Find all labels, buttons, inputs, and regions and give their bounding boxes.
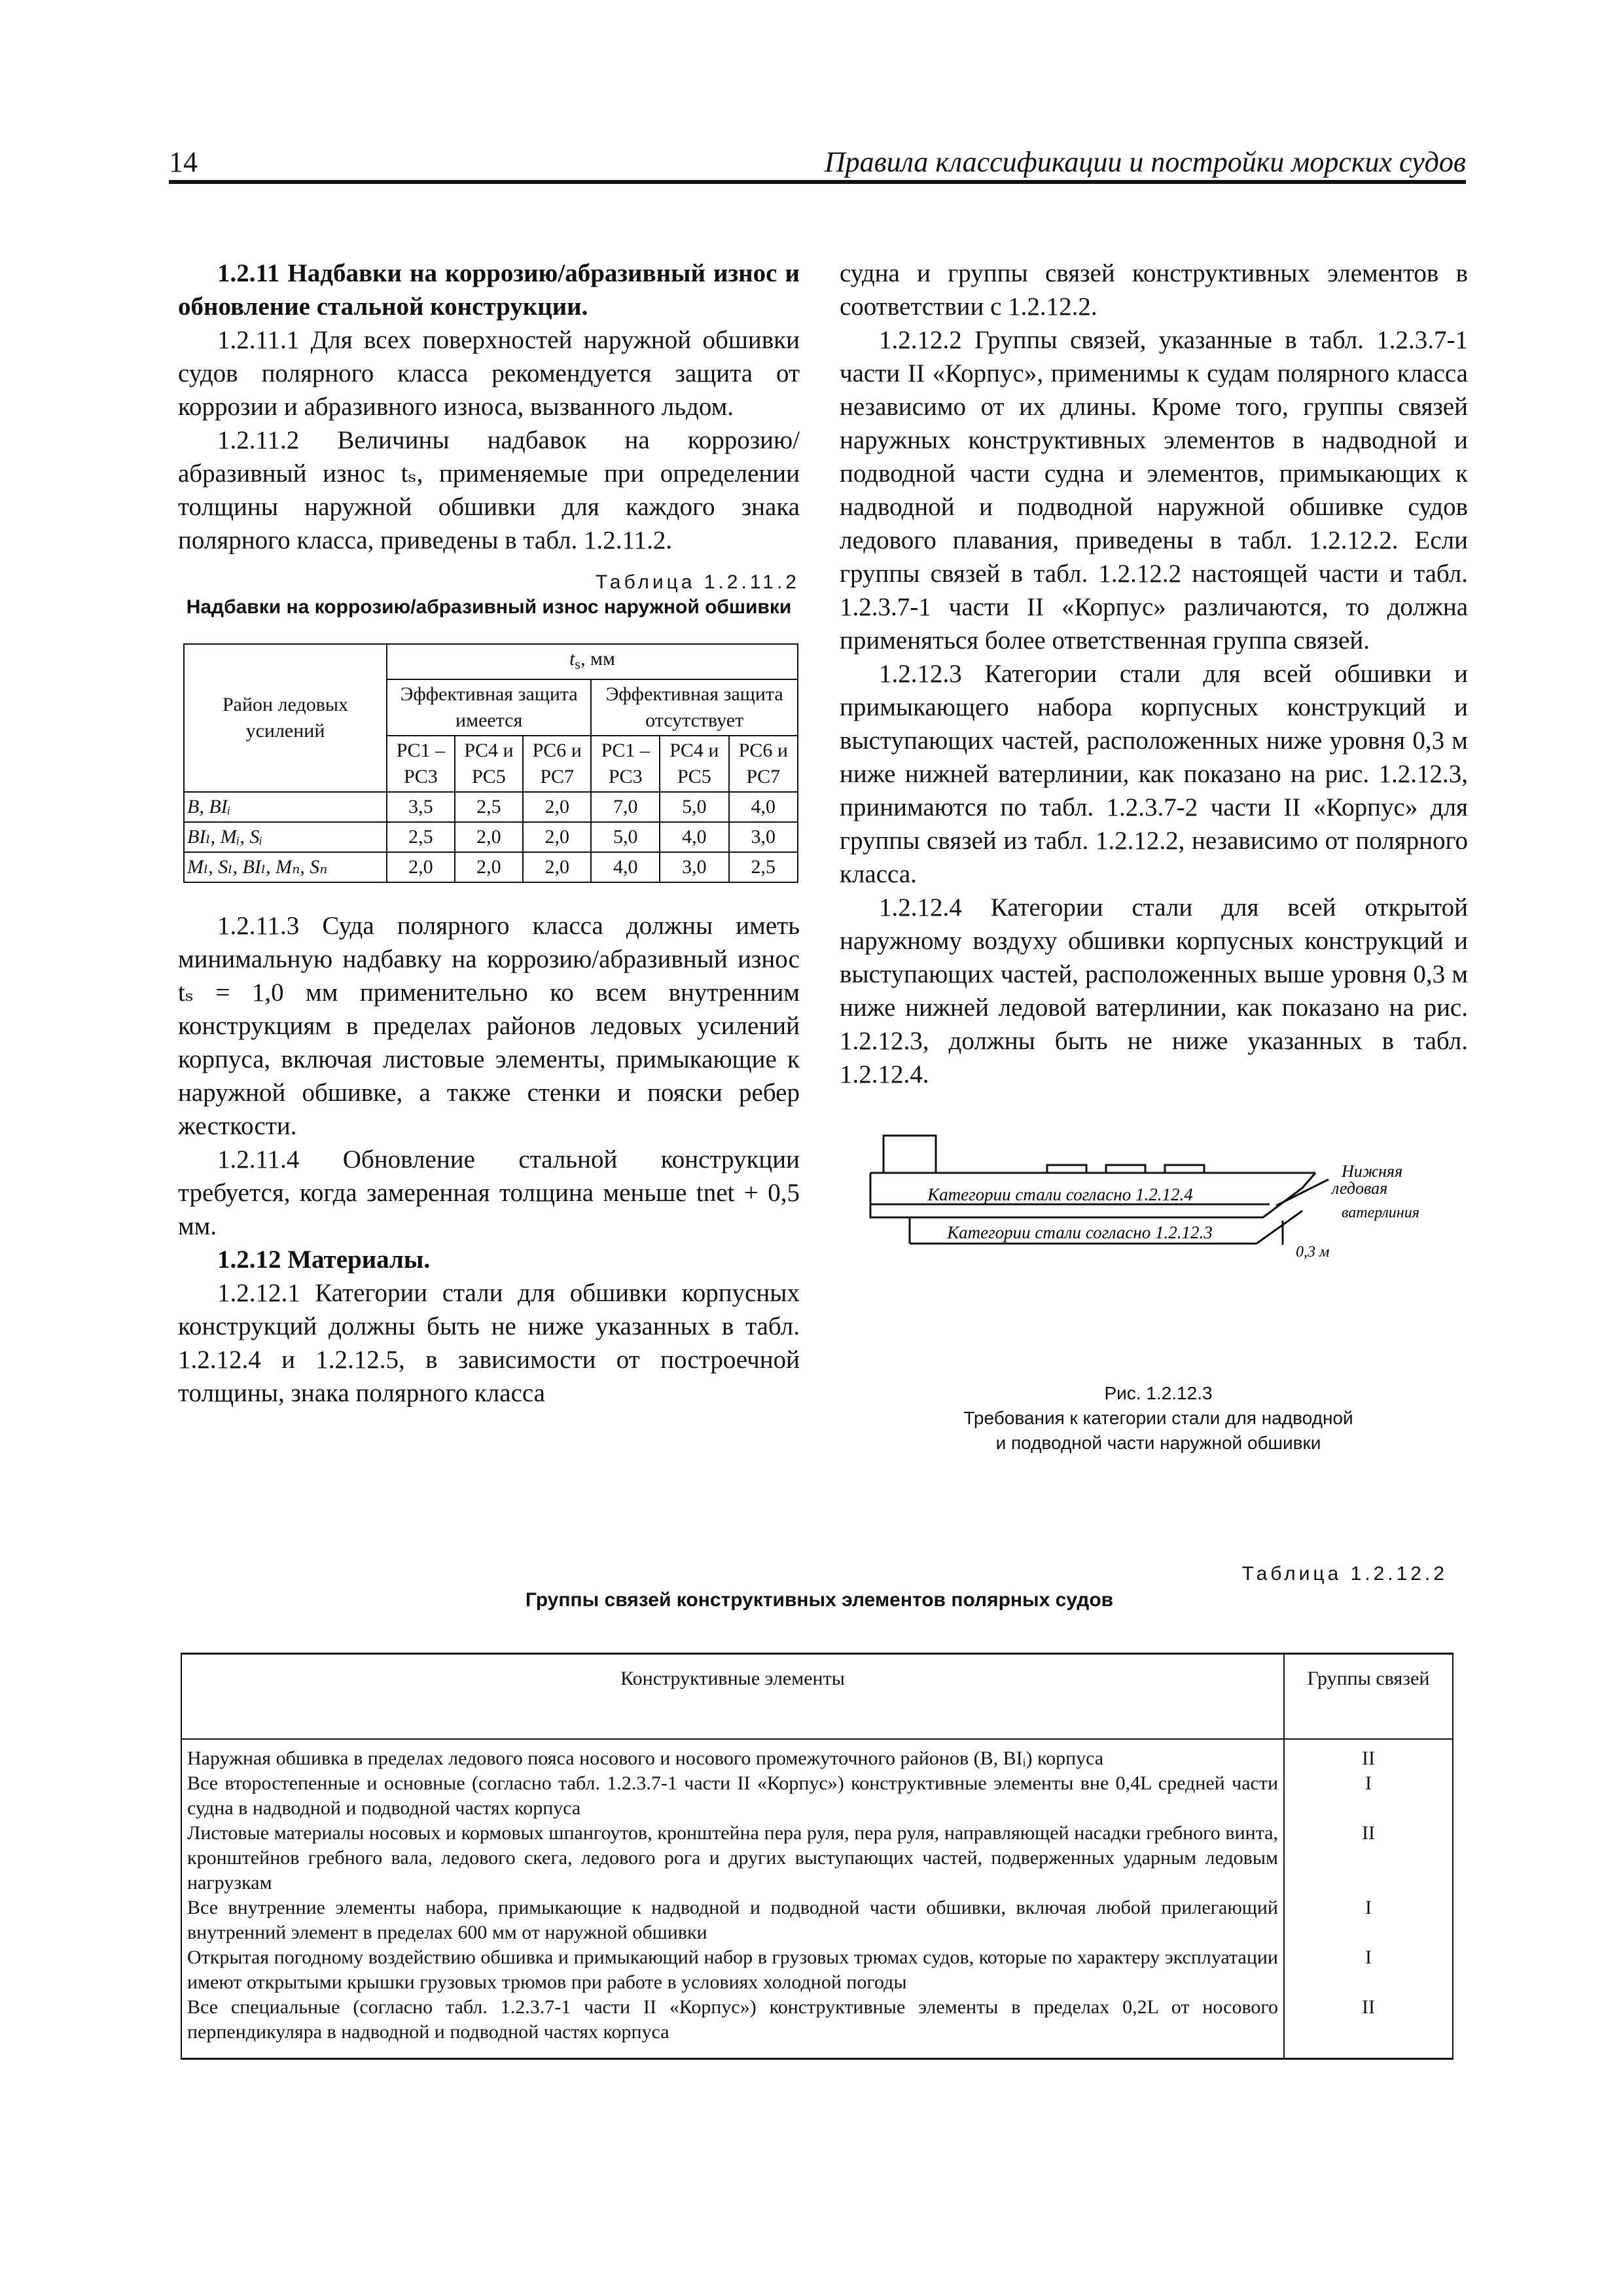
bow-lower-line bbox=[1257, 1211, 1302, 1244]
left-column bbox=[178, 257, 800, 1410]
figure-caption bbox=[844, 1381, 1472, 1456]
group-protection-absent: Эффективная защита отсутствует bbox=[591, 679, 798, 736]
running-title: Правила классификации и постройки морских судов bbox=[824, 146, 1466, 178]
page-number: 14 bbox=[169, 146, 198, 178]
table-1-title: Надбавки на коррозию/абразивный износ наружной обшивки bbox=[186, 596, 792, 618]
col-ts-header: $t_s$, мм bbox=[387, 644, 798, 679]
deck-outline bbox=[883, 1165, 936, 1173]
class-header: PC4 и PC5 bbox=[660, 736, 728, 792]
hatch-3 bbox=[1165, 1165, 1204, 1173]
lower-region-label: Категории стали согласно 1.2.12.3 bbox=[947, 1223, 1213, 1242]
waterline-leader bbox=[1276, 1179, 1329, 1206]
hatch-2 bbox=[1106, 1165, 1145, 1173]
table-row: BIₗ, Mᵢ, Sᵢ 2,5 2,0 2,0 5,0 4,0 3,0 bbox=[184, 822, 798, 852]
hatch-1 bbox=[1047, 1165, 1086, 1173]
waterline-label-1: Нижняя bbox=[1342, 1162, 1403, 1181]
class-header: PC6 и PC7 bbox=[523, 736, 591, 792]
section-heading-1-2-11: 1.2.11 Надбавки на коррозию/абразивный износ и обновление стальной конструкции. bbox=[178, 259, 800, 321]
table-2-number: Таблица 1.2.12.2 bbox=[1241, 1563, 1448, 1585]
structural-groups-table bbox=[181, 1653, 1454, 2060]
class-header: PC1 – PC3 bbox=[591, 736, 660, 792]
hull-steel-category-figure bbox=[844, 1126, 1472, 1309]
paragraph-1-2-12-2: 1.2.12.2 Группы связей, указанные в табл. 1.2.3.7-1 части II «Корпус», применимы к судам полярного класса независимо от их длины. Кроме того, группы связей наружных конструктивных элементов в надводной и подводной части судна и элементов, примыкающих к надводной и подводной наружной обшивке судов ледового плавания, приведены в табл. 1.2.12.2. Если группы связей в табл. 1.2.12.2 настоящей части и табл. 1.2.3.7-1 части II «Корпус» различаются, то должна применяться более ответственная группа связей. bbox=[840, 326, 1468, 655]
depth-label: 0,3 м bbox=[1296, 1244, 1330, 1261]
figure-number: Рис. 1.2.12.3 bbox=[1104, 1383, 1213, 1403]
table-row: B, BIᵢ 3,5 2,5 2,0 7,0 5,0 4,0 bbox=[184, 792, 798, 822]
class-header: PC6 и PC7 bbox=[729, 736, 798, 792]
table-row: Mₗ, Sₗ, BIₗ, Mₙ, Sₙ 2,0 2,0 2,0 4,0 3,0 2,5 bbox=[184, 852, 798, 882]
paragraph-1-2-11-3: 1.2.11.3 Суда полярного класса должны иметь минимальную надбавку на коррозию/абразивный износ tₛ = 1,0 мм применительно ко всем внутренним конструкциям в пределах районов ледовых усилений корпуса, включая листовые элементы, примыкающие к наружной обшивке, а также стенки и пояски ребер жесткости. bbox=[178, 912, 800, 1140]
paragraph-1-2-11-1: 1.2.11.1 Для всех поверхностей наружной обшивки судов полярного класса рекомендуется защита от коррозии и абразивного износа, вызванного льдом. bbox=[178, 326, 800, 421]
paragraph-1-2-11-4: 1.2.11.4 Обновление стальной конструкции требуется, когда замеренная толщина меньше tnet + 0,5 мм. bbox=[178, 1145, 800, 1240]
class-header: PC4 и PC5 bbox=[455, 736, 523, 792]
table-1-number: Таблица 1.2.11.2 bbox=[595, 571, 800, 593]
waterline-label-2: ледовая bbox=[1332, 1179, 1388, 1198]
paragraph-1-2-12-4: 1.2.12.4 Категории стали для всей открытой наружному воздуху обшивки корпусных конструкций и выступающих частей, расположенных выше уровня 0,3 м ниже нижней ледовой ватерлинии, как показано на рис. 1.2.12.3, должны быть не ниже указанных в табл. 1.2.12.4. bbox=[840, 893, 1468, 1088]
section-heading-1-2-12: 1.2.12 Материалы. bbox=[217, 1246, 431, 1274]
table-row: Листовые материалы носовых и кормовых шпангоутов, кронштейна пера руля, пера руля, направляющей насадки гребного винта, кронштейнов гребного вала, ледового скега, ледового рога и других выступающих частей, подверженных ударным ледовым нагрузкам II bbox=[181, 1821, 1453, 1895]
waterline-label-3: ватерлиния bbox=[1342, 1204, 1419, 1221]
col-region-header: Район ледовых усилений bbox=[184, 644, 387, 792]
class-header: PC1 – PC3 bbox=[387, 736, 455, 792]
figure-caption-line-2: и подводной части наружной обшивки bbox=[995, 1433, 1321, 1453]
group-protection-present: Эффективная защита имеется bbox=[387, 679, 591, 736]
paragraph-continued: судна и группы связей конструктивных элементов в соответствии с 1.2.12.2. bbox=[840, 259, 1468, 321]
table-row: Все второстепенные и основные (согласно табл. 1.2.3.7-1 части II «Корпус») конструктивные элементы вне 0,4L средней части судна в надводной и подводной частях корпуса I bbox=[181, 1771, 1453, 1821]
table-row: Все внутренние элементы набора, примыкающие к надводной и подводной части обшивки, включая любой прилегающий внутренний элемент в пределах 600 мм от наружной обшивки I bbox=[181, 1895, 1453, 1945]
right-column bbox=[840, 257, 1468, 1091]
table-row: Наружная обшивка в пределах ледового пояса носового и носового промежуточного районов (B, BIᵢ) корпуса II bbox=[181, 1739, 1453, 1771]
header-rule bbox=[169, 180, 1466, 184]
table-2-title: Группы связей конструктивных элементов полярных судов bbox=[525, 1589, 1114, 1611]
paragraph-1-2-12-3: 1.2.12.3 Категории стали для всей обшивки и примыкающего набора корпусных конструкций и выступающих частей, расположенных ниже уровня 0,3 м ниже нижней ватерлинии, как показано на рис. 1.2.12.3, принимаются по табл. 1.2.3.7-2 части II «Корпус» для группы связей из табл. 1.2.12.2, независимо от полярного класса. bbox=[840, 660, 1468, 888]
upper-region-label: Категории стали согласно 1.2.12.4 bbox=[927, 1185, 1193, 1204]
superstructure-outline bbox=[883, 1136, 936, 1173]
table-row: Открытая погодному воздействию обшивка и примыкающий набор в грузовых трюмах судов, которые по характеру эксплуатации имеют открытыми крышки грузовых трюмов при работе в условиях холодной погоды I bbox=[181, 1945, 1453, 1995]
col-groups-header: Группы связей bbox=[1284, 1654, 1453, 1740]
table-row: Все специальные (согласно табл. 1.2.3.7-1 части II «Корпус») конструктивные элементы в пределах 0,2L от носового перпендикуляра в надводной и подводной частях корпуса II bbox=[181, 1995, 1453, 2059]
paragraph-1-2-12-1: 1.2.12.1 Категории стали для обшивки корпусных конструкций должны быть не ниже указанных в табл. 1.2.12.4 и 1.2.12.5, в зависимости от построечной толщины, знака полярного класса bbox=[178, 1279, 800, 1407]
paragraph-1-2-11-2: 1.2.11.2 Величины надбавок на коррозию/ абразивный износ tₛ, применяемые при определении толщины наружной обшивки для каждого знака полярного класса, приведены в табл. 1.2.11.2. bbox=[178, 426, 800, 554]
figure-caption-line-1: Требования к категории стали для надводной bbox=[963, 1408, 1353, 1428]
col-elements-header: Конструктивные элементы bbox=[181, 1654, 1284, 1740]
corrosion-allowance-table bbox=[183, 643, 798, 883]
